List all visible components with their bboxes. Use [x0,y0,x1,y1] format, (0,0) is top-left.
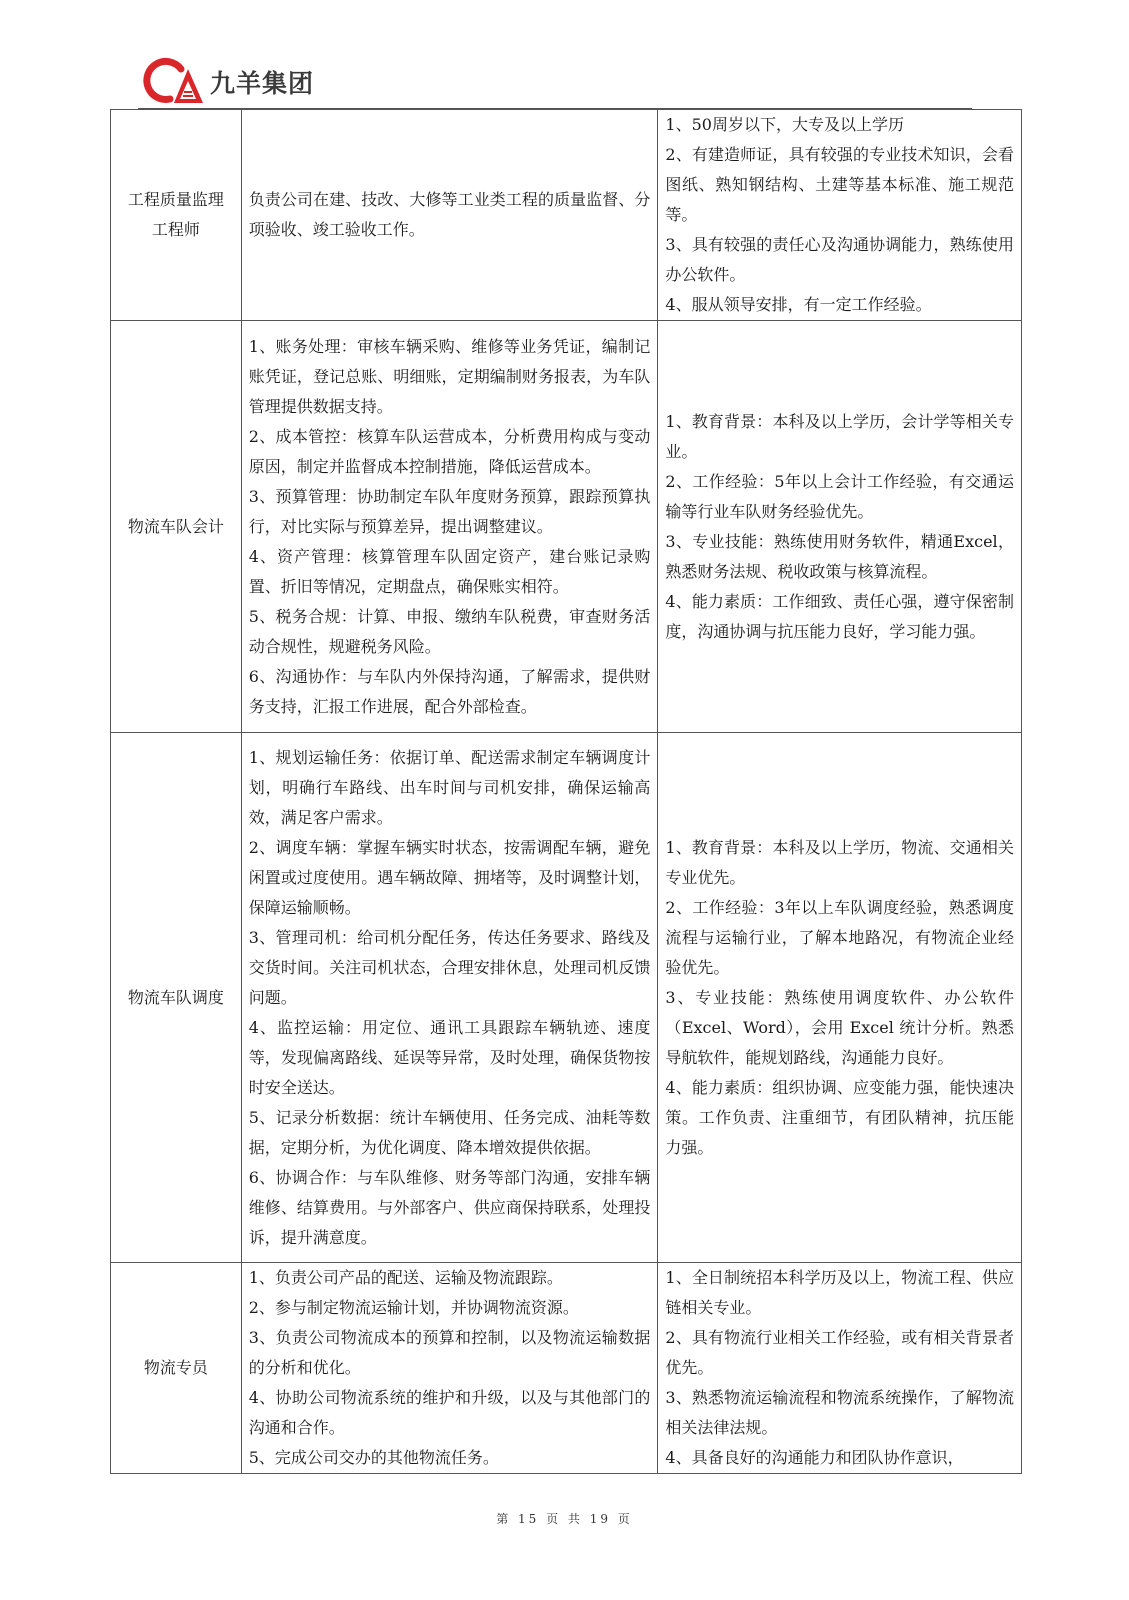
table-row [111,733,1022,1263]
requirement-item: 1、50周岁以下，大专及以上学历 [665,115,904,134]
duty-item: 3、负责公司物流成本的预算和控制，以及物流运输数据的分析和优化。 [248,1328,651,1377]
requirement-item: 1、教育背景：本科及以上学历，会计学等相关专业。 [665,411,1014,461]
duty-item: 2、参与制定物流运输计划，并协调物流资源。 [248,1298,579,1317]
job-requirements [658,110,1022,321]
duty-item: 负责公司在建、技改、大修等工业类工程的质量监督、分项验收、竣工验收工作。 [248,190,651,239]
table-row [111,1263,1022,1474]
job-title: 物流专员 [111,1263,242,1474]
job-duties [241,733,658,1263]
duty-item: 4、资产管理：核算管理车队固定资产，建台账记录购置、折旧等情况，定期盘点，确保账实相符。 [248,546,651,596]
requirement-item: 2、有建造师证，具有较强的专业技术知识，会看图纸、熟知钢结构、土建等基本标准、施工规范等。 [665,145,1014,224]
duty-item: 1、负责公司产品的配送、运输及物流跟踪。 [248,1268,563,1287]
duty-item: 2、调度车辆：掌握车辆实时状态，按需调配车辆，避免闲置或过度使用。遇车辆故障、拥堵等，及时调整计划，保障运输顺畅。 [248,837,651,917]
requirement-item: 2、工作经验：3年以上车队调度经验，熟悉调度流程与运输行业，了解本地路况，有物流企业经验优先。 [665,897,1014,977]
duty-item: 1、规划运输任务：依据订单、配送需求制定车辆调度计划，明确行车路线、出车时间与司机安排，确保运输高效，满足客户需求。 [248,747,651,827]
duty-item: 4、协助公司物流系统的维护和升级，以及与其他部门的沟通和合作。 [248,1388,651,1437]
requirement-item: 2、工作经验：5年以上会计工作经验，有交通运输等行业车队财务经验优先。 [665,471,1014,521]
requirement-item: 4、能力素质：工作细致、责任心强，遵守保密制度，沟通协调与抗压能力良好，学习能力强。 [665,591,1014,641]
requirement-item: 3、专业技能：熟练使用调度软件、办公软件（Excel、Word），会用 Excel 统计分析。熟悉导航软件，能规划路线，沟通能力良好。 [665,987,1014,1067]
duty-item: 5、完成公司交办的其他物流任务。 [248,1448,499,1467]
duty-item: 4、监控运输：用定位、通讯工具跟踪车辆轨迹、速度等，发现偏离路线、延误等异常，及时处理，确保货物按时安全送达。 [248,1017,651,1097]
requirement-item: 2、具有物流行业相关工作经验，或有相关背景者优先。 [665,1328,1014,1377]
requirement-item: 4、能力素质：组织协调、应变能力强，能快速决策。工作负责、注重细节，有团队精神，抗压能力强。 [665,1077,1014,1157]
job-duties [241,110,658,321]
job-requirements [658,1263,1022,1474]
requirement-item: 3、具有较强的责任心及沟通协调能力，熟练使用办公软件。 [665,235,1014,284]
duty-item: 2、成本管控：核算车队运营成本，分析费用构成与变动原因，制定并监督成本控制措施，降低运营成本。 [248,426,651,476]
requirement-item: 4、服从领导安排，有一定工作经验。 [665,295,932,314]
job-title: 物流车队调度 [111,733,242,1263]
duty-item: 3、预算管理：协助制定车队年度财务预算，跟踪预算执行，对比实际与预算差异，提出调整建议。 [248,486,651,536]
requirement-item: 3、熟悉物流运输流程和物流系统操作，了解物流相关法律法规。 [665,1388,1014,1437]
requirement-item: 4、具备良好的沟通能力和团队协作意识， [665,1448,964,1467]
job-requirements [658,321,1022,733]
duty-item: 5、税务合规：计算、申报、缴纳车队税费，审查财务活动合规性，规避税务风险。 [248,606,651,656]
duty-item: 6、沟通协作：与车队内外保持沟通，了解需求，提供财务支持，汇报工作进展，配合外部检查。 [248,666,651,716]
job-duties [241,1263,658,1474]
table-row [111,321,1022,733]
requirement-item: 1、全日制统招本科学历及以上，物流工程、供应链相关专业。 [665,1268,1014,1317]
page-number: 第 15 页 共 19 页 [496,1512,633,1526]
company-logo-icon [140,55,206,105]
duty-item: 5、记录分析数据：统计车辆使用、任务完成、油耗等数据，定期分析，为优化调度、降本增效提供依据。 [248,1107,651,1157]
job-title: 物流车队会计 [111,321,242,733]
requirement-item: 3、专业技能：熟练使用财务软件，精通Excel，熟悉财务法规、税收政策与核算流程。 [665,531,1014,581]
job-title: 工程质量监理 工程师 [111,110,242,321]
duty-item: 3、管理司机：给司机分配任务，传达任务要求、路线及交货时间。关注司机状态，合理安排休息，处理司机反馈问题。 [248,927,651,1007]
job-duties [241,321,658,733]
company-name: 九羊集团 [210,69,315,98]
page-header [138,52,972,109]
job-table [110,109,1022,1474]
requirement-item: 1、教育背景：本科及以上学历，物流、交通相关专业优先。 [665,837,1014,887]
duty-item: 6、协调合作：与车队维修、财务等部门沟通，安排车辆维修、结算费用。与外部客户、供应商保持联系，处理投诉，提升满意度。 [248,1167,651,1247]
duty-item: 1、账务处理：审核车辆采购、维修等业务凭证，编制记账凭证，登记总账、明细账，定期编制财务报表，为车队管理提供数据支持。 [248,336,651,416]
job-requirements [658,733,1022,1263]
table-row [111,110,1022,321]
